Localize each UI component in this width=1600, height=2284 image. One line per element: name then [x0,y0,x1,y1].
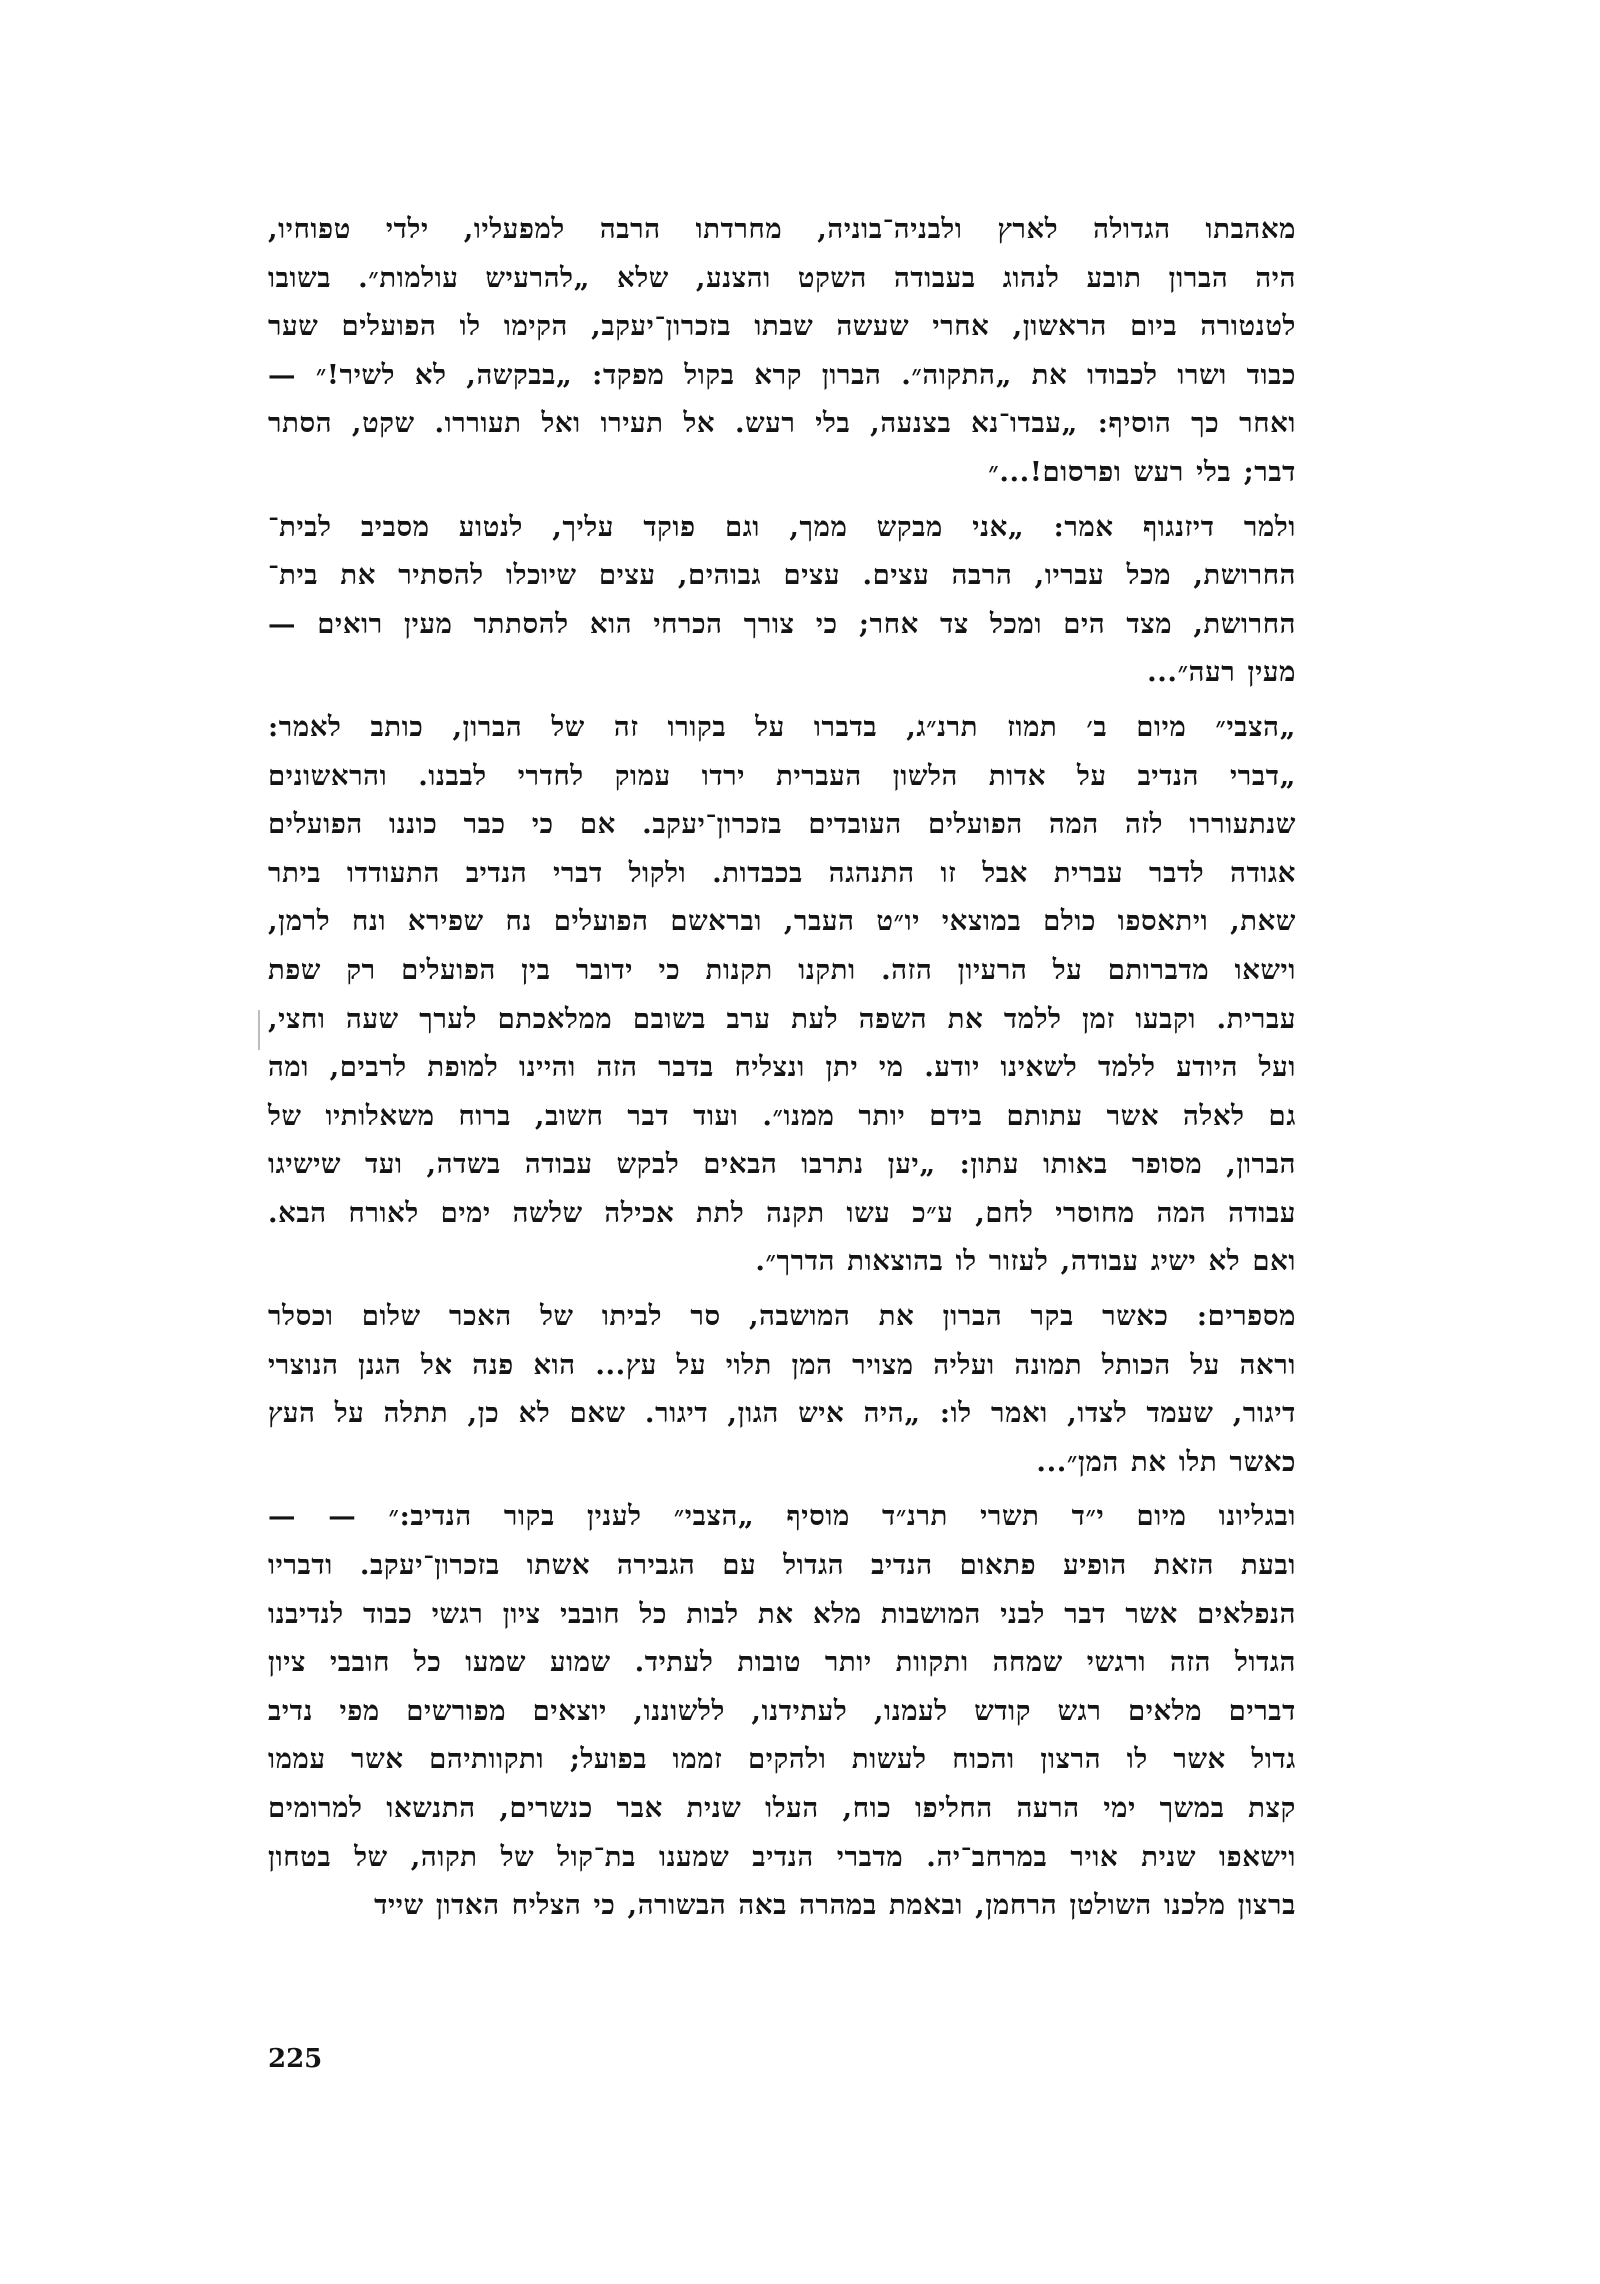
text-line: דיגור, שעמד לצדו, ואמר לו: „היה איש הגון, דיגור. שאם לא כן, תתלה על העץ [268,1397,1296,1430]
text-line: עבודה המה מחוסרי לחם, ע״כ עשו תקנה לתת אכילה שלשה ימים לאורח הבא. [268,1196,1296,1229]
text-line: גם לאלה אשר עתותם בידם יותר ממנו״. ועוד דבר חשוב, ברוח משאלותיו של [268,1099,1296,1132]
text-line: ועל היודע ללמד לשאינו יודע. מי יתן ונצליח בדבר הזה והיינו למופת לרבים, ומה [268,1051,1296,1084]
text-line: קצת במשך ימי הרעה החליפו כוח, העלו שנית אבר כנשרים, התנשאו למרומים [268,1792,1296,1824]
text-line: דבר; בלי רעש ופרסום!...״ [988,455,1296,488]
text-line: גדול אשר לו הרצון והכוח לעשות ולהקים זממו בפועל; ותקוותיהם אשר עממו [268,1743,1296,1776]
text-line: כבוד ושרו לכבודו את „התקוה״. הברון קרא בקול מפקד: „בבקשה, לא לשיר!״ — [268,358,1296,391]
body-text [268,205,1330,1936]
text-line: לטנטורה ביום הראשון, אחרי שעשה שבתו בזכרון־יעקב, הקימו לו הפועלים שער [268,310,1296,343]
text-line: אגודה לדבר עברית אבל זו התנהגה בכבדות. ולקול דברי הנדיב התעודדו ביתר [268,856,1296,889]
paragraph [268,703,1330,1286]
text-line: מאהבתו הגדולה לארץ ולבניה־בוניה, מחרדתו הרבה למפעליו, ילדי טפוחיו, [268,213,1296,245]
text-line: שאת, ויתאספו כולם במוצאי יו״ט העבר, ובראשם הפועלים נח שפירא ונח לרמן, [268,905,1296,938]
margin-mark [258,1010,260,1050]
paragraph [268,503,1330,697]
paragraph [268,1492,1330,1929]
text-line: הנפלאים אשר דבר לבני המושבות מלא את לבות כל חובבי ציון רגשי כבוד לנדיבנו [268,1597,1296,1630]
text-line: כאשר תלו את המן״... [1036,1445,1296,1478]
paragraph [268,205,1330,497]
text-line: ולמר דיזנגוף אמר: „אני מבקש ממך, וגם פוקד עליך, לנטוע מסביב לבית־ [268,510,1296,543]
text-line: וראה על הכותל תמונה ועליה מצויר המן תלוי על עץ... הוא פנה אל הגנן הנוצרי [268,1348,1296,1381]
text-line: ובגליונו מיום י״ד תשרי תרנ״ד מוסיף „הצבי״ לענין בקור הנדיב:״ — — [268,1500,1296,1533]
text-line: וישאו מדברותם על הרעיון הזה. ותקנו תקנות כי ידובר בין הפועלים רק שפת [268,953,1296,986]
paragraph [268,1292,1330,1486]
text-line: החרושת, מכל עבריו, הרבה עצים. עצים גבוהים, עצים שיוכלו להסתיר את בית־ [268,559,1296,592]
text-line: היה הברון תובע לנהוג בעבודה השקט והצנע, שלא „להרעיש עולמות״. בשובו [268,261,1296,294]
text-line: ואחר כך הוסיף: „עבדו־נא בצנעה, בלי רעש. אל תעירו ואל תעוררו. שקט, הסתר [268,407,1296,440]
page-number: 225 [268,2044,323,2074]
text-line: עברית. וקבעו זמן ללמד את השפה לעת ערב בשובם ממלאכתם לערך שעה וחצי, [268,1002,1296,1035]
text-line: החרושת, מצד הים ומכל צד אחר; כי צורך הכרחי הוא להסתתר מעין רואים — [268,607,1296,640]
text-line: „הצבי״ מיום ב׳ תמוז תרנ״ג, בדברו על בקורו זה של הברון, כותב לאמר: [268,710,1296,743]
text-line: וישאפו שנית אויר במרחב־יה. מדברי הנדיב שמענו בת־קול של תקוה, של בטחון [268,1840,1296,1873]
text-line: מספרים: כאשר בקר הברון את המושבה, סר לביתו של האכר שלום וכסלר [268,1300,1296,1333]
text-line: „דברי הנדיב על אדות הלשון העברית ירדו עמוק לחדרי לבבנו. והראשונים [268,759,1296,792]
text-line: הגדול הזה ורגשי שמחה ותקוות יותר טובות לעתיד. שמוע שמעו כל חובבי ציון [268,1646,1296,1679]
text-line: הברון, מסופר באותו עתון: „יען נתרבו הבאים לבקש עבודה בשדה, ועד שישיגו [268,1148,1296,1181]
text-line: שנתעוררו לזה המה הפועלים העובדים בזכרון־יעקב. אם כי כבר כוננו הפועלים [268,808,1296,841]
text-line: מעין רעה״... [1147,656,1296,689]
text-line: ברצון מלכנו השולטן הרחמן, ובאמת במהרה באה הבשורה, כי הצליח האדון שייד [374,1889,1296,1922]
text-line: דברים מלאים רגש קודש לעמנו, לעתידנו, ללשוננו, יוצאים מפורשים מפי נדיב [268,1694,1296,1727]
text-line: ואם לא ישיג עבודה, לעזור לו בהוצאות הדרך״. [755,1245,1296,1278]
text-line: ובעת הזאת הופיע פתאום הנדיב הגדול עם הגבירה אשתו בזכרון־יעקב. ודבריו [268,1549,1296,1582]
